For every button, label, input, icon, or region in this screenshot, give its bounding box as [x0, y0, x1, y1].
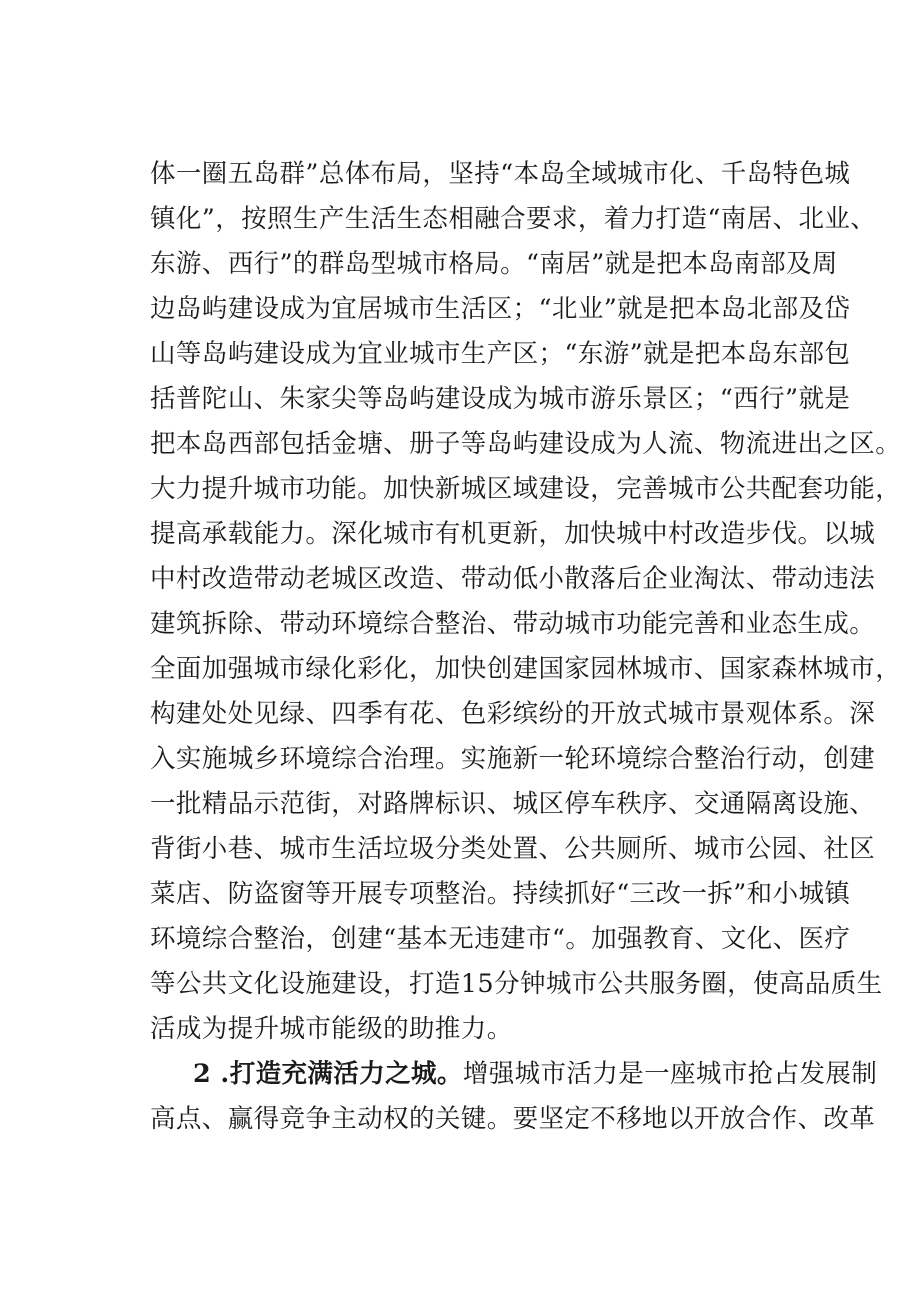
section-heading: 2 .打造充满活力之城。: [193, 1059, 463, 1089]
body-line: 环境综合整治，创建“基本无违建市“。加强教育、文化、医疗: [150, 924, 851, 954]
body-line: 大力提升城市功能。加快新城区域建设，完善城市公共配套功能，: [150, 474, 902, 504]
body-line: 体一圈五岛群”总体布局，坚持“本岛全域城市化、千岛特色城: [150, 159, 851, 189]
section-first-line: [193, 1054, 878, 1094]
body-line: 括普陀山、朱家尖等岛屿建设成为城市游乐景区；“西行”就是: [150, 384, 851, 414]
body-line: 背街小巷、城市生活垃圾分类处置、公共厕所、城市公园、社区: [150, 834, 876, 864]
body-line: 镇化”，按照生产生活生态相融合要求，着力打造“南居、北业、: [150, 204, 877, 234]
body-line: 建筑拆除、带动环境综合整治、带动城市功能完善和业态生成。: [150, 609, 876, 639]
body-line: 东游、西行”的群岛型城市格局。“南居”就是把本岛南部及周: [150, 249, 838, 279]
body-line: 中村改造带动老城区改造、带动低小散落后企业淘汰、带动违法: [150, 564, 876, 594]
body-line: 构建处处见绿、四季有花、色彩缤纷的开放式城市景观体系。深: [150, 699, 876, 729]
body-line: 把本岛西部包括金塘、册子等岛屿建设成为人流、物流进出之区。: [150, 429, 902, 459]
body-line: 全面加强城市绿化彩化，加快创建国家园林城市、国家森林城市，: [150, 654, 902, 684]
body-line: 提高承载能力。深化城市有机更新，加快城中村改造步伐。以城: [150, 519, 876, 549]
body-line: 入实施城乡环境综合治理。实施新一轮环境综合整治行动，创建: [150, 744, 876, 774]
body-line: 菜店、防盗窗等开展专项整治。持续抓好“三改一拆”和小城镇: [150, 879, 851, 909]
body-line: 活成为提升城市能级的助推力。: [150, 1014, 513, 1044]
body-line: 高点、赢得竞争主动权的关键。要坚定不移地以开放合作、改革: [150, 1104, 876, 1134]
body-line: 等公共文化设施建设，打造15分钟城市公共服务圈，使高品质生: [150, 969, 883, 999]
body-line: 一批精品示范街，对路牌标识、城区停车秩序、交通隔离设施、: [150, 789, 876, 819]
section-text: 增强城市活力是一座城市抢占发展制: [462, 1059, 878, 1089]
body-line: 山等岛屿建设成为宜业城市生产区；“东游”就是把本岛东部包: [150, 339, 851, 369]
body-line: 边岛屿建设成为宜居城市生活区；“北业”就是把本岛北部及岱: [150, 294, 851, 324]
